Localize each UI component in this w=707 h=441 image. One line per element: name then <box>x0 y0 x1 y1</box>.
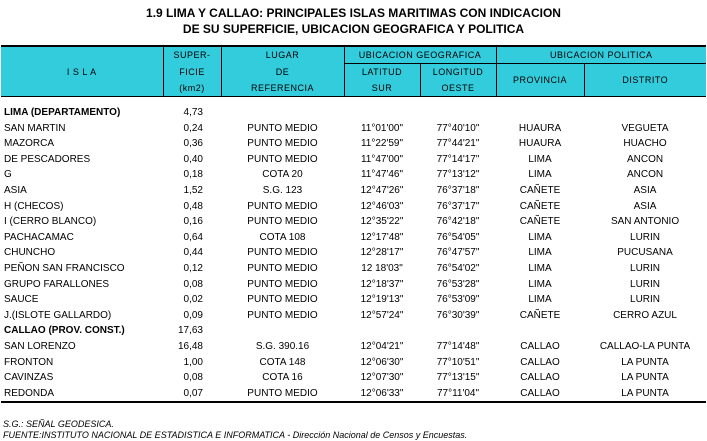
table-row <box>1 199 706 215</box>
cell-longitud: 77°40'10" <box>436 122 480 134</box>
cell-longitud: 76°54'05" <box>436 231 480 243</box>
cell-superficie: 1,52 <box>183 184 203 196</box>
cell-longitud: 77°44'21" <box>436 138 480 150</box>
cell-longitud: 77°14'48" <box>436 340 480 352</box>
cell-provincia: CAÑETE <box>519 200 561 212</box>
cell-isla: I (CERRO BLANCO) <box>4 216 97 228</box>
spacer-cell <box>1 97 706 106</box>
cell-distrito: LA PUNTA <box>621 356 669 368</box>
cell-lugar-referencia: COTA 148 <box>259 356 306 368</box>
cell-distrito: ASIA <box>633 200 657 212</box>
table-row <box>1 355 706 371</box>
note-sg: S.G.: SEÑAL GEODESICA. <box>3 419 114 429</box>
cell-provincia: CAÑETE <box>519 184 561 196</box>
cell-provincia: LIMA <box>528 294 552 306</box>
header-lugar-2: DE <box>221 64 344 81</box>
cell-longitud: 77°13'15" <box>436 372 480 384</box>
cell-superficie: 0,40 <box>183 153 203 165</box>
table-row <box>1 121 706 137</box>
table-row <box>1 277 706 293</box>
cell-distrito: HUACHO <box>623 138 667 150</box>
cell-isla: SAN LORENZO <box>4 340 76 352</box>
cell-superficie: 0,08 <box>183 372 203 384</box>
group-row <box>1 323 706 339</box>
cell-isla: DE PESCADORES <box>4 153 91 165</box>
cell-longitud: 76°53'09" <box>436 294 480 306</box>
cell-isla: CAVINZAS <box>4 372 54 384</box>
table-title-line1: 1.9 LIMA Y CALLAO: PRINCIPALES ISLAS MARITIMAS CON INDICACION <box>146 6 561 20</box>
cell-lugar-referencia: PUNTO MEDIO <box>247 216 318 228</box>
header-longitud-oeste: OESTE <box>420 80 496 97</box>
table-row <box>1 370 706 386</box>
cell-longitud: 77°13'12" <box>436 169 480 181</box>
table-row <box>1 386 706 403</box>
cell-distrito: LURIN <box>630 262 661 274</box>
cell-superficie: 0,44 <box>183 247 203 259</box>
cell-distrito: LURIN <box>630 231 661 243</box>
cell-provincia: CAÑETE <box>519 309 561 321</box>
header-isla: I S L A <box>1 46 163 97</box>
cell-superficie: 0,07 <box>163 386 221 403</box>
cell-latitud: 12 18'03" <box>361 262 403 274</box>
cell-distrito: PUCUSANA <box>617 247 673 259</box>
cell-latitud: 12°28'17" <box>360 247 404 259</box>
table-row <box>1 230 706 246</box>
table-row <box>1 136 706 152</box>
header-superficie-2: FICIE <box>163 64 221 81</box>
cell-distrito: ANCON <box>626 153 664 165</box>
cell-superficie: 0,48 <box>183 200 203 212</box>
cell-lugar-referencia: COTA 108 <box>259 231 306 243</box>
cell-provincia: HUAURA <box>518 138 562 150</box>
cell-lugar-referencia: PUNTO MEDIO <box>247 294 318 306</box>
cell-distrito: CALLAO-LA PUNTA <box>599 340 691 352</box>
cell-lugar-referencia: PUNTO MEDIO <box>247 247 318 259</box>
cell-isla: SAUCE <box>4 294 39 306</box>
group-row <box>1 105 706 121</box>
table-row <box>1 308 706 324</box>
cell-latitud: 12°46'03" <box>360 200 404 212</box>
table-row <box>1 214 706 230</box>
header-latitud: LATITUD <box>344 64 420 81</box>
group-name: LIMA (DEPARTAMENTO) <box>4 107 121 118</box>
table-row <box>1 245 706 261</box>
cell-isla: MAZORCA <box>4 138 54 150</box>
header-lugar-3: REFERENCIA <box>221 80 344 97</box>
cell-distrito: LA PUNTA <box>584 386 706 403</box>
cell-provincia: LIMA <box>528 247 552 259</box>
cell-longitud: 76°53'28" <box>436 278 480 290</box>
group-name: CALLAO (PROV. CONST.) <box>4 325 125 337</box>
cell-longitud: 76°42'18" <box>436 216 480 228</box>
cell-distrito: LURIN <box>630 294 661 306</box>
cell-provincia: CAÑETE <box>519 216 561 228</box>
cell-longitud: 76°37'18" <box>436 184 480 196</box>
cell-lugar-referencia: COTA 16 <box>262 372 303 384</box>
group-empty-cell <box>221 323 706 339</box>
cell-lugar-referencia: S.G. 390.16 <box>255 340 310 352</box>
cell-longitud: 76°47'57" <box>436 247 480 259</box>
table-row <box>1 183 706 199</box>
cell-superficie: 0,12 <box>183 262 203 274</box>
header-longitud: LONGITUD <box>420 64 496 81</box>
cell-latitud: 12°35'22" <box>360 216 404 228</box>
cell-distrito: ASIA <box>633 184 657 196</box>
header-superficie-1: SUPER- <box>163 46 221 64</box>
cell-longitud: 77°10'51" <box>436 356 480 368</box>
cell-provincia: CALLAO <box>520 340 560 352</box>
islands-table <box>1 45 706 403</box>
table-header <box>1 46 706 97</box>
cell-lugar-referencia: PUNTO MEDIO <box>247 138 318 150</box>
cell-isla: J.(ISLOTE GALLARDO) <box>4 309 112 321</box>
group-superficie: 17,63 <box>177 325 203 337</box>
cell-isla: SAN MARTIN <box>4 122 66 134</box>
header-ubicacion-geografica: UBICACION GEOGRAFICA <box>344 46 496 64</box>
cell-distrito: SAN ANTONIO <box>610 216 680 228</box>
cell-superficie: 0,24 <box>183 122 203 134</box>
header-ubicacion-politica: UBICACION POLITICA <box>496 46 706 64</box>
cell-isla: CHUNCHO <box>4 247 56 259</box>
cell-distrito: LA PUNTA <box>621 372 669 384</box>
group-empty-cell <box>221 105 706 121</box>
cell-lugar-referencia: PUNTO MEDIO <box>221 386 344 403</box>
cell-isla: PEÑON SAN FRANCISCO <box>4 262 125 274</box>
cell-superficie: 16,48 <box>177 340 203 352</box>
cell-latitud: 12°47'26" <box>360 184 404 196</box>
cell-longitud: 77°14'17" <box>436 153 480 165</box>
cell-distrito: ANCON <box>626 169 664 181</box>
cell-latitud: 12°06'30" <box>360 356 404 368</box>
cell-lugar-referencia: PUNTO MEDIO <box>247 122 318 134</box>
table-title-line2: DE SU SUPERFICIE, UBICACION GEOGRAFICA Y POLITICA <box>182 22 525 36</box>
cell-longitud: 76°37'17" <box>436 200 480 212</box>
cell-provincia: LIMA <box>528 231 552 243</box>
cell-provincia: CALLAO <box>520 372 560 384</box>
cell-distrito: CERRO AZUL <box>613 309 677 321</box>
header-spacer-row <box>1 97 706 106</box>
cell-latitud: 12°17'48" <box>360 231 404 243</box>
cell-longitud: 76°54'02" <box>436 262 480 274</box>
cell-provincia: LIMA <box>528 262 552 274</box>
header-distrito: DISTRITO <box>584 64 706 97</box>
cell-superficie: 0,18 <box>183 169 203 181</box>
cell-superficie: 0,08 <box>183 278 203 290</box>
cell-lugar-referencia: PUNTO MEDIO <box>247 309 318 321</box>
cell-superficie: 0,02 <box>183 294 203 306</box>
cell-latitud: 11°47'00" <box>360 153 404 165</box>
cell-provincia: CALLAO <box>496 386 584 403</box>
group-superficie: 4,73 <box>183 107 203 118</box>
cell-isla: GRUPO FARALLONES <box>4 278 110 290</box>
cell-provincia: LIMA <box>528 169 552 181</box>
cell-lugar-referencia: COTA 20 <box>262 169 303 181</box>
cell-provincia: HUAURA <box>518 122 562 134</box>
cell-provincia: CALLAO <box>520 356 560 368</box>
table-row <box>1 167 706 183</box>
cell-provincia: LIMA <box>528 278 552 290</box>
cell-latitud: 12°06'33" <box>344 386 420 403</box>
cell-lugar-referencia: PUNTO MEDIO <box>247 200 318 212</box>
cell-lugar-referencia: PUNTO MEDIO <box>247 278 318 290</box>
cell-distrito: VEGUETA <box>621 122 669 134</box>
cell-latitud: 12°57'24" <box>360 309 404 321</box>
cell-superficie: 0,64 <box>183 231 203 243</box>
table-row <box>1 152 706 168</box>
cell-latitud: 11°22'59" <box>360 138 404 150</box>
table-body <box>1 97 706 403</box>
note-fuente: FUENTE:INSTITUTO NACIONAL DE ESTADISTICA E INFORMATICA - Dirección Nacional de Censos y Encuestas. <box>3 430 468 440</box>
cell-latitud: 11°47'46" <box>360 169 404 181</box>
cell-longitud: 77°11'04" <box>420 386 496 403</box>
cell-distrito: LURIN <box>630 278 661 290</box>
cell-isla: PACHACAMAC <box>4 231 74 243</box>
table-row <box>1 261 706 277</box>
header-latitud-sur: SUR <box>344 80 420 97</box>
cell-superficie: 0,36 <box>183 138 203 150</box>
cell-superficie: 1,00 <box>183 356 203 368</box>
cell-lugar-referencia: S.G. 123 <box>262 184 303 196</box>
cell-longitud: 76°30'39" <box>436 309 480 321</box>
cell-isla: REDONDA <box>1 386 163 403</box>
table-row <box>1 292 706 308</box>
cell-isla: G <box>4 169 12 181</box>
table-row <box>1 339 706 355</box>
cell-isla: H (CHECOS) <box>4 200 64 212</box>
cell-superficie: 0,09 <box>183 309 203 321</box>
cell-latitud: 12°04'21" <box>360 340 404 352</box>
cell-superficie: 0,16 <box>183 216 203 228</box>
cell-lugar-referencia: PUNTO MEDIO <box>247 153 318 165</box>
cell-provincia: LIMA <box>528 153 552 165</box>
cell-lugar-referencia: PUNTO MEDIO <box>247 262 318 274</box>
cell-isla: FRONTON <box>4 356 54 368</box>
cell-latitud: 12°18'37" <box>360 278 404 290</box>
header-superficie-3: (km2) <box>163 80 221 97</box>
header-lugar-1: LUGAR <box>221 46 344 64</box>
cell-latitud: 11°01'00" <box>360 122 404 134</box>
cell-isla: ASIA <box>4 184 27 196</box>
cell-latitud: 12°07'30" <box>360 372 404 384</box>
cell-latitud: 12°19'13" <box>360 294 404 306</box>
header-provincia: PROVINCIA <box>496 64 584 97</box>
